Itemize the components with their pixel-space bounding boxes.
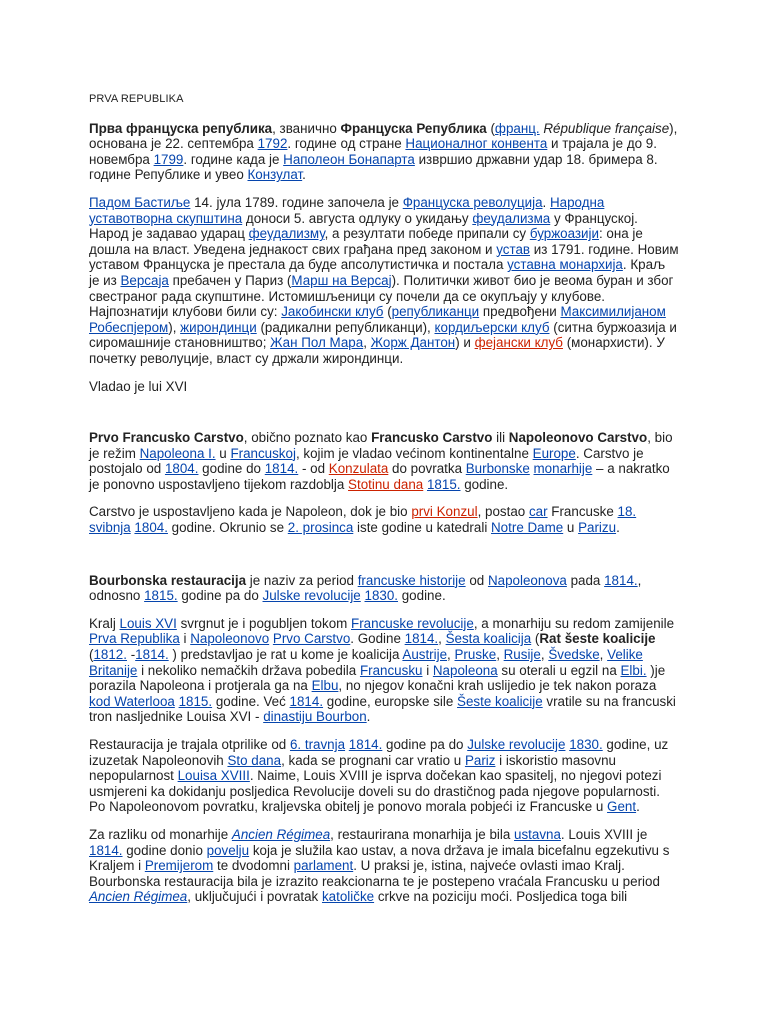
wiki-link[interactable]: Parizu [578,520,617,536]
wiki-link[interactable]: Burbonske [465,461,530,477]
text-run: . [366,709,371,725]
document-page [89,92,679,917]
page-heading: PRVA REPUBLIKA [89,93,184,105]
wiki-link[interactable]: 1830. [569,737,603,752]
wiki-link[interactable]: Жан Пол Мара [270,335,364,351]
text-run: ( [89,647,94,663]
wiki-link[interactable]: Europe [532,445,576,461]
section-bourbonska-restauracija [89,573,679,905]
text-run: , odnosno [89,572,642,604]
text-run: . [542,194,550,210]
wiki-link[interactable]: 1804. [134,520,168,536]
wiki-link[interactable]: Gent [607,799,637,815]
text-run: извршио државни удар 18. бримера 8. године Републике и увео [89,151,658,183]
text-run: iste godine u katedrali [353,520,492,536]
wiki-link[interactable]: 1814. [135,647,169,663]
text-run: . Краљ је из [89,257,666,288]
text-run: . године од стране [287,136,406,152]
wiki-link[interactable]: Максимилијаном Робеспјером [89,304,666,335]
text-run: Restauracija je trajala otprilike od [89,737,290,752]
paragraph [89,616,679,725]
wiki-link[interactable]: povelju [206,842,250,858]
text-run: i nekoliko nemačkih država pobedila [137,662,360,678]
text-run: , a monarhiju su redom zamijenile [473,615,675,631]
wiki-link[interactable]: буржоазији [529,226,599,242]
italic-term: République française [543,120,670,136]
text-run: u [215,445,231,461]
wiki-link[interactable]: 1799 [153,151,184,167]
text-run: доноси 5. августа одлуку о укидању [242,210,473,226]
wiki-link[interactable]: Француска револуција [402,194,543,210]
wiki-link[interactable]: 1814. [404,631,439,647]
wiki-link[interactable]: 1814. [604,572,638,588]
wiki-link[interactable]: Napoleona I. [139,445,216,461]
text-run: Za razliku od monarhije [89,826,232,842]
bold-term: Prvo Francusko Carstvo [89,430,244,446]
wiki-link[interactable]: Austrije [402,647,448,663]
wiki-link[interactable]: Ancien Régimea [231,826,331,842]
text-run: ). Политички живот био је веома буран и због свестраног рада скупштине. Истомишљеници су почели да се окупљају у клубове. Најпознатији клубови били су: [89,272,674,320]
wiki-link[interactable]: Švedske [548,647,600,663]
wiki-link[interactable]: 18. svibnja [89,504,637,536]
missing-article-link[interactable]: фејански клуб [474,335,563,351]
bold-term: Прва француска република [89,120,273,136]
text-run: od [465,572,488,588]
text-run: pada [566,572,605,588]
wiki-link[interactable]: 1814. [264,461,299,477]
section-prva-republika [89,121,679,395]
text-run: te dvodomni [213,858,294,874]
wiki-link[interactable]: Francusku [359,662,423,678]
wiki-link[interactable]: monarhije [533,461,593,477]
text-run: , а резултати победе припали су [324,226,530,242]
text-run: ), [168,319,181,335]
text-run: , [447,647,455,663]
text-run: (монархисти). У почетку револуције, власт су држали жирондинци. [89,335,665,366]
text-run: предвођени [479,304,561,320]
text-run: ( [531,631,540,647]
text-run: . Naime, Louis XVIII je isprva dočekan kao spasitelj, no njegovi potezi usmjereni ka dokidanju posljedica Revolucije doveli su do drastičnog pada njegove popularnosti. Po Napoleonovom povratku, kraljevska obitelj je ponovo morala pobjeći iz Francuske u [89,768,662,815]
wiki-link[interactable]: уставна монархија [507,257,623,273]
text-run: )je porazila Napoleona i protjerala ga na [89,662,666,694]
section-gap [89,548,679,573]
wiki-link[interactable]: Velike Britanije [89,647,643,678]
text-run: у Француској. Народ је задавао ударац [89,210,638,242]
text-run: godine. [460,476,509,492]
wiki-link[interactable]: Šeste koalicije [457,693,543,709]
wiki-link[interactable]: Napoleonovo [190,631,270,647]
text-run: , званично [272,120,341,136]
text-run: , obično poznato kao [243,430,372,446]
wiki-link[interactable]: Pruske [454,647,497,663]
wiki-link[interactable]: Конзулат [247,167,303,183]
wiki-link[interactable]: Ancien Régimea [89,889,188,905]
text-run: godine, uz izuzetak Napoleonovih [89,737,669,768]
text-run: , bio je režim [89,430,673,461]
text-run: . Louis XVIII je [560,826,648,842]
text-run: Francuske [547,504,618,520]
wiki-link[interactable]: 2. prosinca [287,520,354,536]
paragraph [89,504,679,535]
text-run: . године када је [183,151,284,167]
text-run: – a nakratko je ponovno uspostavljeno tijekom razdoblja [89,461,670,492]
wiki-link[interactable]: 1804. [164,461,199,477]
wiki-link[interactable]: 1814. [289,693,324,709]
wiki-link[interactable]: kod Waterlooa [89,693,175,709]
text-run: из 1791. године. Новим уставом Француска је престала да буде апсолутистичка и постала [89,241,679,273]
wiki-link[interactable]: Prva Republika [89,631,180,647]
paragraph [89,121,679,183]
wiki-link[interactable]: Марш на Версај [291,272,392,288]
text-run: ( [383,304,392,320]
wiki-link[interactable]: 1792 [257,136,288,152]
bold-term: Bourbonska restauracija [89,572,247,588]
wiki-link[interactable]: 1814. [89,842,123,858]
text-run: godine do [198,461,265,477]
wiki-link[interactable]: Šesta koalicija [445,631,532,647]
text-run: , [363,335,371,351]
text-run: , kada se prognani car vratio u [281,752,465,768]
text-run: godine. [398,588,446,604]
wiki-link[interactable]: parlament [293,858,354,874]
text-run: do povratka [388,461,466,477]
paragraph [89,737,679,815]
bold-term: Francusko Carstvo [371,430,493,446]
wiki-link[interactable]: Francuske revolucije [351,615,474,631]
text-run: . Carstvo je postojalo od [89,445,644,477]
missing-article-link[interactable]: Konzulata [328,461,389,477]
text-run: . [302,167,306,183]
wiki-link[interactable]: dinastiju Bourbon [263,709,367,725]
wiki-link[interactable]: Louis XVI [119,615,177,631]
wiki-link[interactable]: Elbu [311,678,339,694]
wiki-link[interactable]: републиканци [391,304,480,320]
text-run: , no njegov konačni krah uslijedio je tek nakon poraza [338,678,657,694]
section-francusko-carstvo [89,430,679,536]
wiki-link[interactable]: Националног конвента [405,136,548,152]
wiki-link[interactable]: Жорж Дантон [370,335,456,351]
text-run: 14. јула 1789. године започела је [190,194,403,210]
text-run: (радикални републиканци), [256,319,435,335]
text-run: godine donio [122,842,207,858]
wiki-link[interactable]: Napoleonova [487,572,567,588]
text-run: godine pa do [382,737,468,752]
wiki-link[interactable]: 1815. [178,693,213,709]
text-run: ili [492,430,509,446]
text-run: , [496,647,504,663]
wiki-link[interactable]: франц. [494,120,540,136]
text-run: ) predstavljao je rat u kome je koalicija [168,647,403,663]
text-run: u [563,520,579,536]
text-run: i [179,631,191,647]
wiki-link[interactable]: Premijerom [144,858,214,874]
wiki-link[interactable]: устав [496,241,531,257]
wiki-link[interactable]: 1815. [426,476,461,492]
text-run: . [616,520,620,536]
text-run: godine pa do [177,588,263,604]
paragraph [89,195,679,367]
text-run: je naziv za period [246,572,358,588]
text-run: , uključujući i povratak [187,889,322,905]
text-run: (ситна буржоазија и сиромашније становништво; [89,319,677,351]
text-run: : она је дошла на власт. Уведена једнакост свих грађана пред законом и [89,226,643,257]
wiki-link[interactable]: жирондинци [180,319,257,335]
wiki-link[interactable]: Julske revolucije [467,737,566,752]
text-run: koja je služila kao ustav, a nova država je imala bicefalnu egzekutivu s Kraljem i [89,842,670,874]
text-run: i [422,662,433,678]
wiki-link[interactable]: 1814. [348,737,383,752]
bold-term: Француска Република [340,120,487,136]
wiki-link[interactable]: Падом Бастиље [89,194,191,210]
wiki-link[interactable]: katoličke [321,889,375,905]
text-run: ), основана је 22. септембра [89,120,678,152]
text-run: i iskoristio masovnu nepopularnost [89,752,617,784]
wiki-link[interactable]: Јакобински клуб [281,304,384,320]
text-run: , [540,647,549,663]
wiki-link[interactable]: ustavna [514,826,561,842]
wiki-link[interactable]: феудализму [248,226,325,242]
text-run: , [599,647,608,663]
wiki-link[interactable]: 1815. [144,588,178,604]
paragraph [89,827,679,905]
missing-article-link[interactable]: Stotinu dana [348,476,424,492]
text-run: vratile su na francuski tron nasljednike Louisa XVI - [89,693,676,725]
wiki-link[interactable]: 6. travnja [289,737,346,752]
wiki-link[interactable]: Народна уставотворна скупштина [89,194,605,226]
wiki-link[interactable]: Francuskoj [230,445,296,461]
wiki-link[interactable]: francuske historije [357,572,466,588]
wiki-link[interactable]: car [528,504,548,520]
text-run: и трајала је до 9. новембра [89,136,657,167]
wiki-link[interactable]: Elbi. [620,662,647,678]
bold-term: Napoleonovo Carstvo [508,430,648,446]
text-run: svrgnut je i pogubljen tokom [176,615,352,631]
wiki-link[interactable]: Julske revolucije [262,588,361,604]
text-run: - od [298,461,329,477]
text-run: , [438,631,446,647]
wiki-link[interactable]: Наполеон Бонапарта [283,151,415,167]
text-run: , postao [477,504,529,520]
wiki-link[interactable]: Napoleona [432,662,498,678]
text-run: crkve na poziciju moći. Posljedica toga bili [374,889,628,905]
wiki-link[interactable]: Rusije [503,647,541,663]
text-run: . [636,799,640,815]
wiki-link[interactable]: кордиљерски клуб [434,319,550,335]
text-run: Carstvo je uspostavljeno kada je Napoleon, dok je bio [89,504,412,520]
wiki-link[interactable]: феудализма [472,210,551,226]
text-run: godine. Već [212,693,290,709]
wiki-link[interactable]: Версаја [120,272,169,288]
paragraph [89,573,679,604]
text-run: . U praksi je, istina, najveće ovlasti imao Kralj. Bourbonska restauracija bila je izrazito reakcionarna te je postepeno vraćala Francusku u period [89,858,660,889]
standalone-line: Vladao je lui XVI [89,378,188,394]
wiki-link[interactable]: Notre Dame [491,520,564,536]
missing-article-link[interactable]: prvi Konzul [411,504,478,520]
wiki-link[interactable]: Louisa XVIII [177,768,250,784]
text-run: su oterali u egzil na [497,662,621,678]
text-run: , kojim je vladao većinom kontinentalne [295,445,533,461]
text-run: godine, europske sile [323,693,458,709]
bold-term: Rat šeste koalicije [539,631,656,647]
text-run: ( [486,120,495,136]
wiki-link[interactable]: Pariz [464,752,496,768]
text-run: пребачен у Париз ( [168,272,292,288]
text-run: godine. Okrunio se [167,520,288,536]
text-run: ) и [455,335,475,351]
text-run: - [126,647,136,663]
text-run: , restaurirana monarhija je bila [330,826,515,842]
paragraph [89,430,679,492]
wiki-link[interactable]: Prvo Carstvo [272,631,351,647]
wiki-link[interactable]: 1812. [93,647,127,663]
text-run: Kralj [89,615,120,631]
text-run: . Godine [350,631,405,647]
wiki-link[interactable]: 1830. [364,588,399,604]
wiki-link[interactable]: Sto dana [227,752,282,768]
